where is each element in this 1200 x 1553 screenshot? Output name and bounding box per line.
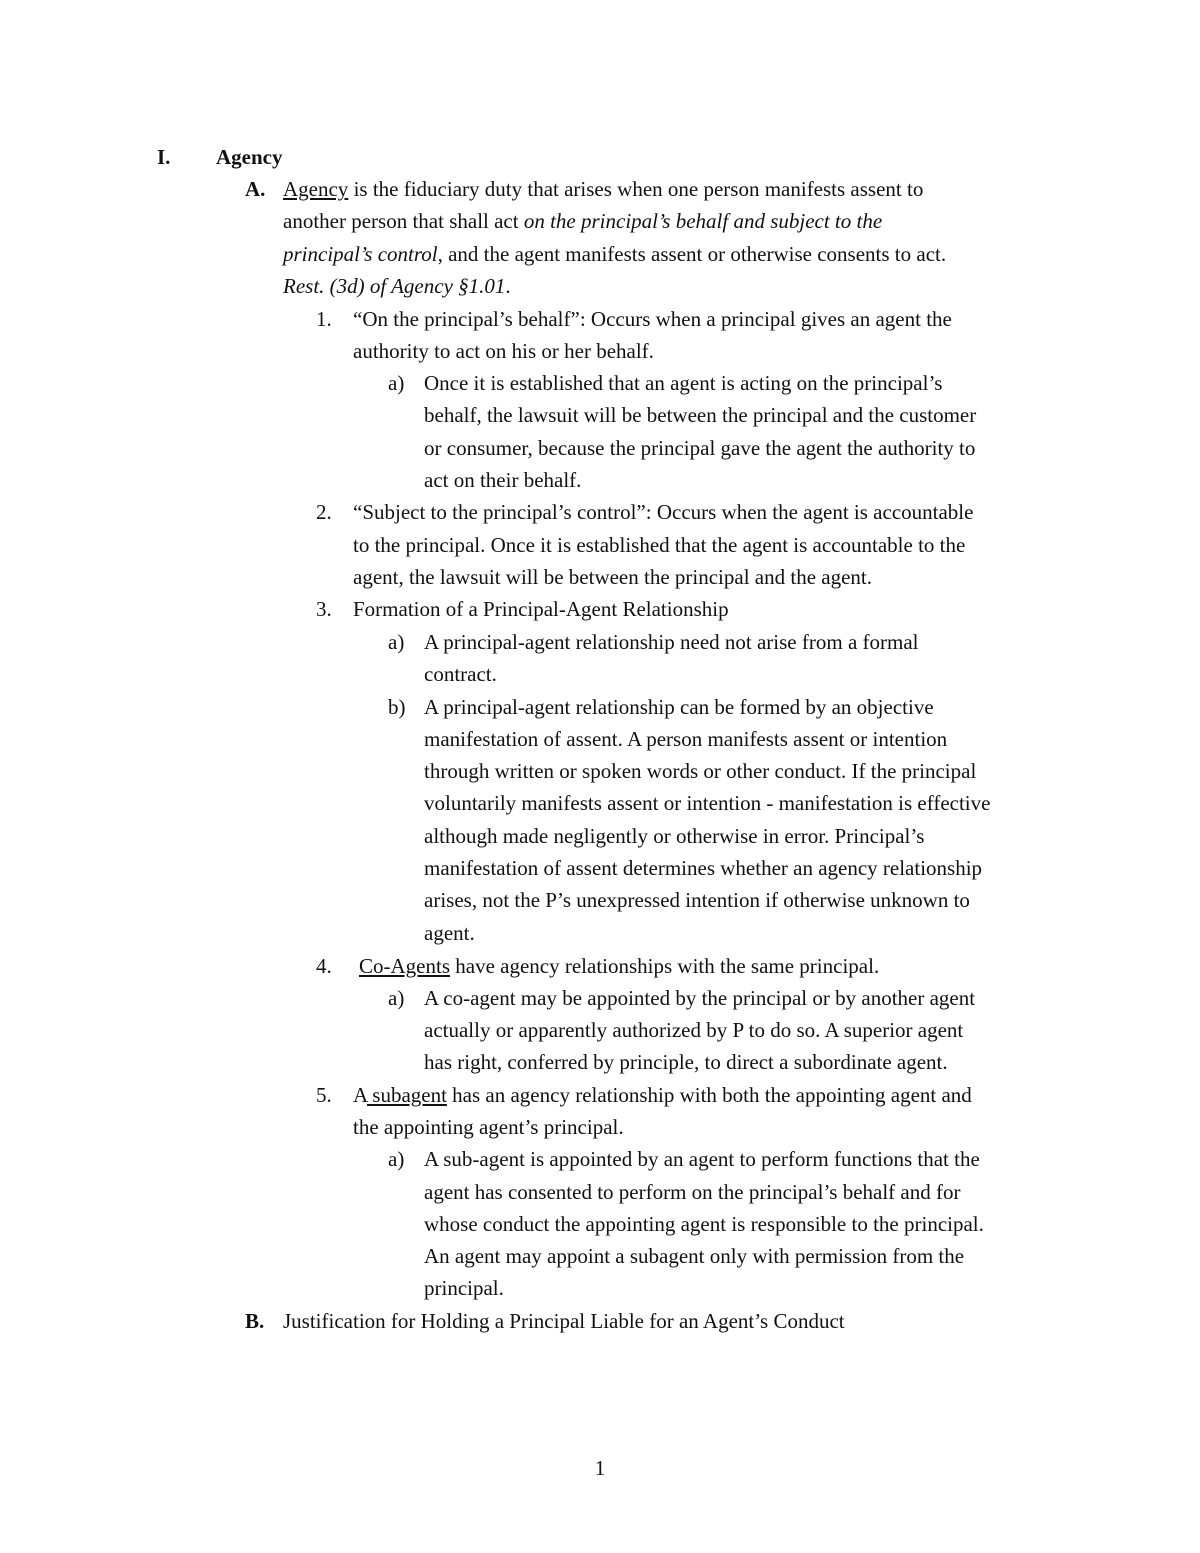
item-2-line: to the principal. Once it is established that the agent is accountable to the [353, 533, 966, 557]
item-4a-line: has right, conferred by principle, to direct a subordinate agent. [424, 1050, 948, 1074]
item-3b-line: arises, not the P’s unexpressed intention if otherwise unknown to [424, 888, 970, 912]
item-5-line-text: has an agency relationship with both the appointing agent and [446, 1083, 972, 1107]
item-3a-line: contract. [424, 662, 497, 686]
item-3b-line: through written or spoken words or other conduct. If the principal [424, 759, 977, 783]
citation-text: Rest. (3d) of Agency §1.01 [283, 274, 506, 298]
item-3b-marker: b) [388, 695, 406, 719]
item-5a-line: agent has consented to perform on the principal’s behalf and for [424, 1180, 961, 1204]
section-a-line-3-italic: principal’s control [283, 242, 438, 266]
item-5a-marker: a) [388, 1147, 405, 1171]
item-5-line: the appointing agent’s principal. [353, 1115, 624, 1139]
item-4-line-text: have agency relationships with the same principal. [450, 954, 880, 978]
heading-marker: I. [157, 145, 171, 169]
section-a-citation [283, 274, 511, 298]
item-3b-line: A principal-agent relationship can be formed by an objective [424, 695, 934, 719]
item-5-article: A [353, 1083, 368, 1107]
section-a-line-3-text: , and the agent manifests assent or otherwise consents to act. [437, 242, 947, 266]
item-3b-line: manifestation of assent determines whether an agency relationship [424, 856, 983, 880]
item-3a-line: A principal-agent relationship need not arise from a formal [424, 630, 919, 654]
item-4-line [359, 954, 879, 978]
section-a-line-2 [283, 209, 882, 233]
section-a-line-2-text: another person that shall act [283, 209, 524, 233]
item-3a-marker: a) [388, 630, 405, 654]
item-3-marker: 3. [316, 597, 332, 621]
item-3b-line: although made negligently or otherwise in error. Principal’s [424, 824, 925, 848]
item-2-line: “Subject to the principal’s control”: Occurs when the agent is accountable [353, 500, 974, 524]
item-1a-line: or consumer, because the principal gave the agent the authority to [424, 436, 976, 460]
section-a-line-1 [283, 177, 923, 201]
item-4a-marker: a) [388, 986, 405, 1010]
item-1a-line: behalf, the lawsuit will be between the principal and the customer [424, 403, 977, 427]
item-2-line: agent, the lawsuit will be between the principal and the agent. [353, 565, 872, 589]
term-subagent: subagent [367, 1083, 447, 1107]
item-3b-line: manifestation of assent. A person manifests assent or intention [424, 727, 948, 751]
heading-title: Agency [216, 145, 283, 169]
term-co-agents: Co-Agents [359, 954, 450, 978]
item-5a-line: principal. [424, 1276, 504, 1300]
section-a-line-2-italic: on the principal’s behalf and subject to the [523, 209, 883, 233]
citation-end: . [505, 274, 511, 298]
item-3-line: Formation of a Principal-Agent Relationship [353, 597, 729, 621]
item-1a-marker: a) [388, 371, 405, 395]
section-a-marker: A. [245, 177, 266, 201]
item-5a-line: whose conduct the appointing agent is responsible to the principal. [424, 1212, 984, 1236]
section-b-marker: B. [245, 1309, 265, 1333]
item-1-line: authority to act on his or her behalf. [353, 339, 654, 363]
item-5-line [353, 1083, 972, 1107]
section-a-line-3 [283, 242, 946, 266]
item-3b-line: voluntarily manifests assent or intention - manifestation is effective [424, 791, 991, 815]
term-agency: Agency [283, 177, 349, 201]
section-b-title: Justification for Holding a Principal Liable for an Agent’s Conduct [283, 1309, 845, 1333]
item-1-line: “On the principal’s behalf”: Occurs when a principal gives an agent the [353, 307, 952, 331]
item-1-marker: 1. [316, 307, 332, 331]
item-1a-line: act on their behalf. [424, 468, 582, 492]
item-1a-line: Once it is established that an agent is acting on the principal’s [424, 371, 943, 395]
item-4a-line: actually or apparently authorized by P to do so. A superior agent [424, 1018, 964, 1042]
section-a-line-1-text: is the fiduciary duty that arises when one person manifests assent to [348, 177, 924, 201]
item-4a-line: A co-agent may be appointed by the principal or by another agent [424, 986, 976, 1010]
item-5-marker: 5. [316, 1083, 332, 1107]
item-5a-line: An agent may appoint a subagent only with permission from the [424, 1244, 965, 1268]
item-3b-line: agent. [424, 921, 475, 945]
item-5a-line: A sub-agent is appointed by an agent to perform functions that the [424, 1147, 980, 1171]
item-2-marker: 2. [316, 500, 332, 524]
item-4-marker: 4. [316, 954, 332, 978]
page-number: 1 [594, 1456, 606, 1480]
